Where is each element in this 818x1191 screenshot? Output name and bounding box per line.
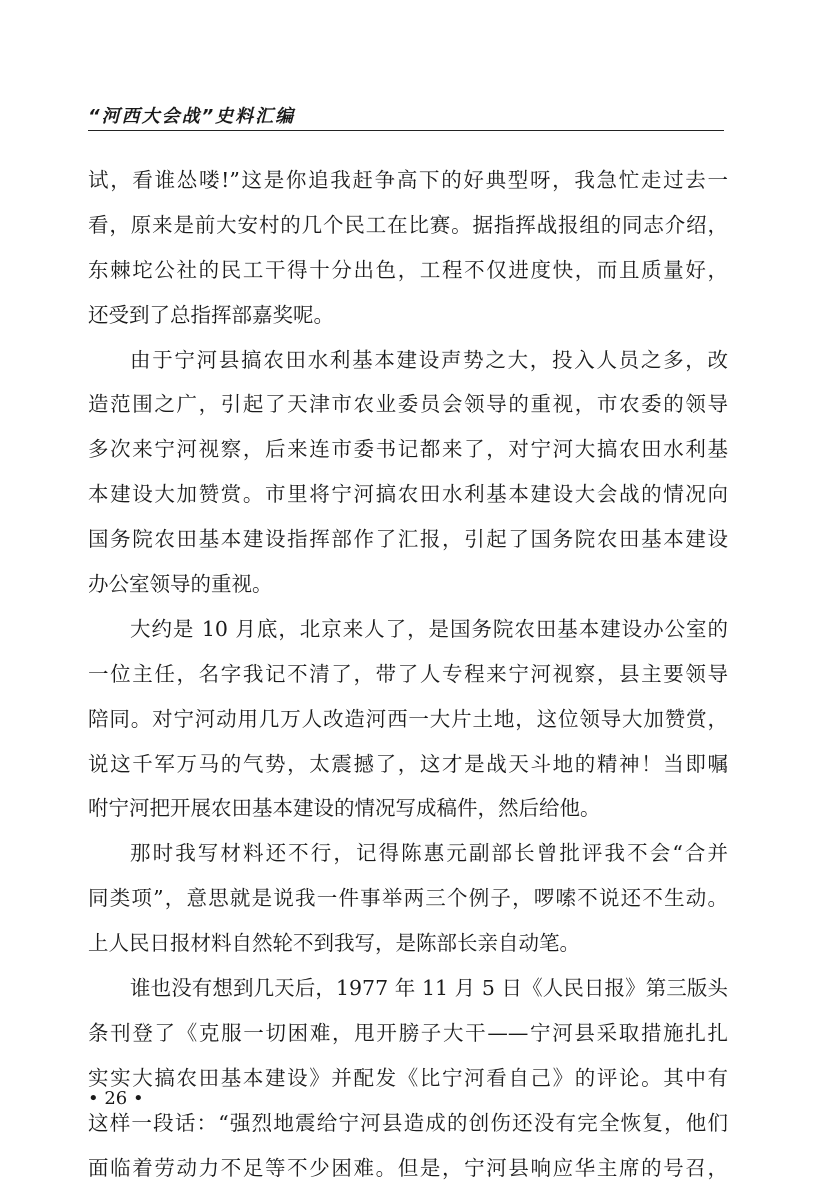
text-line: 那时我写材料还不行，记得陈惠元副部长曾批评我不会“合并 [130,841,728,866]
text-line: 造范围之广，引起了天津市农业委员会领导的重视，市农委的领导 [88,392,728,417]
text-line: 面临着劳动力不足等不少困难。但是，宁河县响应华主席的号召， [88,1155,728,1180]
text-line: 说这千军万马的气势，太震撼了，这才是战天斗地的精神！当即嘱 [88,751,728,776]
body-text [88,158,728,1190]
text-line: 实实大搞农田基本建设》并配发《比宁河看自己》的评论。其中有 [88,1065,728,1090]
text-line: 上人民日报材料自然轮不到我写，是陈部长亲自动笔。 [88,931,580,956]
running-header [88,100,724,131]
text-line: 东棘坨公社的民工干得十分出色，工程不仅进度快，而且质量好， [88,257,728,282]
text-line: 本建设大加赞赏。市里将宁河搞农田水利基本建设大会战的情况向 [88,482,728,507]
text-line: 办公室领导的重视。 [88,572,273,597]
text-line: 国务院农田基本建设指挥部作了汇报，引起了国务院农田基本建设 [88,527,728,552]
text-line: 咐宁河把开展农田基本建设的情况写成稿件，然后给他。 [88,796,601,821]
text-line: 多次来宁河视察，后来连市委书记都来了，对宁河大搞农田水利基 [88,437,728,462]
text-line: 同类项”，意思就是说我一件事举两三个例子，啰嗦不说还不生动。 [88,886,728,911]
text-line: 由于宁河县搞农田水利基本建设声势之大，投入人员之多，改 [130,347,728,372]
text-line: 陪同。对宁河动用几万人改造河西一大片土地，这位领导大加赞赏， [88,706,728,731]
text-line: 还受到了总指挥部嘉奖呢。 [88,302,334,327]
text-line: 谁也没有想到几天后，1977 年 11 月 5 日《人民日报》第三版头 [130,976,728,1001]
text-line: 大约是 10 月底，北京来人了，是国务院农田基本建设办公室的 [130,616,728,641]
text-line: 一位主任，名字我记不清了，带了人专程来宁河视察，县主要领导 [88,661,728,686]
text-line: 试，看谁怂喽!”这是你追我赶争高下的好典型呀，我急忙走过去一 [88,168,728,192]
page-number: • 26 • [88,1088,144,1109]
text-line: 看，原来是前大安村的几个民工在比赛。据指挥战报组的同志介绍， [88,212,728,237]
text-line: 这样一段话：“强烈地震给宁河县造成的创伤还没有完全恢复，他们 [88,1110,728,1135]
book-title: “河西大会战”史料汇编 [88,106,296,127]
text-line: 条刊登了《克服一切困难，甩开膀子大干——宁河县采取措施扎扎 [88,1020,728,1045]
